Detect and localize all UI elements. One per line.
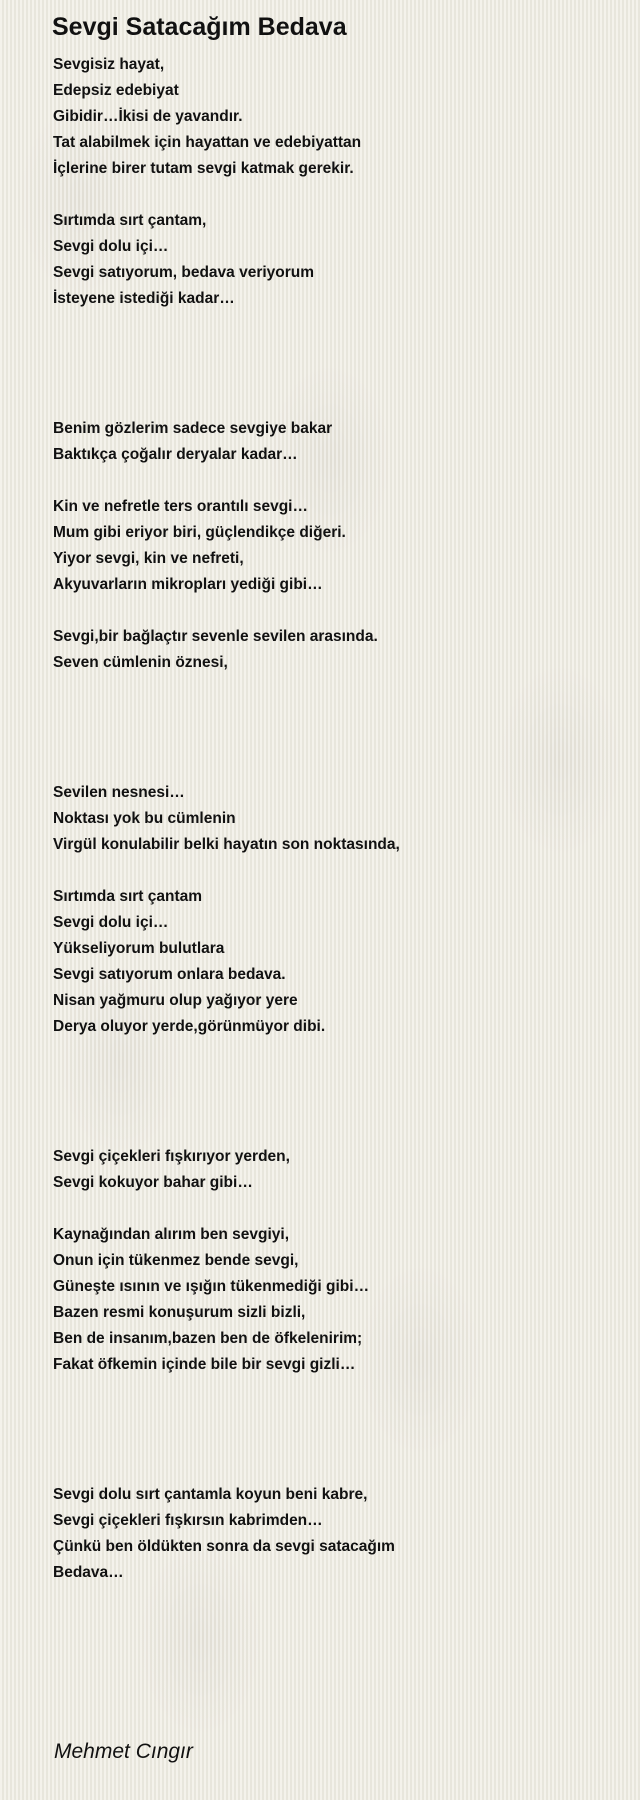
poem-line: Sevgi dolu sırt çantamla koyun beni kabre, <box>53 1486 368 1503</box>
poem-line: Sırtımda sırt çantam, <box>53 212 207 229</box>
poem-line: Yiyor sevgi, kin ve nefreti, <box>53 550 244 567</box>
stanza-10 <box>53 1482 613 1586</box>
poem-line: Benim gözlerim sadece sevgiye bakar <box>53 420 333 437</box>
stanza-7 <box>53 884 613 1040</box>
stanza-5 <box>53 624 613 676</box>
poem-line: Akyuvarların mikropları yediği gibi… <box>53 576 323 593</box>
poem-line: Tat alabilmek için hayattan ve edebiyattan <box>53 134 362 151</box>
stanza-6 <box>53 780 613 858</box>
poem-body <box>53 52 613 1612</box>
poem-title: Sevgi Satacağım Bedava <box>52 13 347 41</box>
poem-line: Mum gibi eriyor biri, güçlendikçe diğeri. <box>53 524 346 541</box>
poem-line: Sevilen nesnesi… <box>53 784 185 801</box>
poem-line: Kin ve nefretle ters orantılı sevgi… <box>53 498 308 515</box>
poem-line: Seven cümlenin öznesi, <box>53 654 228 671</box>
poem-line: Edepsiz edebiyat <box>53 82 179 99</box>
stanza-8 <box>53 1144 613 1196</box>
poem-line: Bazen resmi konuşurum sizli bizli, <box>53 1304 306 1321</box>
stanza-3 <box>53 416 613 468</box>
poem-line: Çünkü ben öldükten sonra da sevgi satacağım <box>53 1538 395 1555</box>
poem-line: Sevgi satıyorum onlara bedava. <box>53 966 286 983</box>
poem-line: Sevgi çiçekleri fışkırıyor yerden, <box>53 1148 290 1165</box>
poem-line: Sevgi satıyorum, bedava veriyorum <box>53 264 315 281</box>
poem-line: Ben de insanım,bazen ben de öfkelenirim; <box>53 1330 363 1347</box>
poem-line: Fakat öfkemin içinde bile bir sevgi gizli… <box>53 1356 356 1373</box>
poem-line: Sevgi çiçekleri fışkırsın kabrimden… <box>53 1512 323 1529</box>
poem-line: İçlerine birer tutam sevgi katmak gerekir. <box>53 160 354 177</box>
stanza-9 <box>53 1222 613 1378</box>
poem-line: Noktası yok bu cümlenin <box>53 810 236 827</box>
stanza-2 <box>53 208 613 312</box>
poem-line: Yükseliyorum bulutlara <box>53 940 225 957</box>
stanza-1 <box>53 52 613 182</box>
poem-line: Onun için tükenmez bende sevgi, <box>53 1252 299 1269</box>
poem-line: Sırtımda sırt çantam <box>53 888 203 905</box>
poem-author: Mehmet Cıngır <box>54 1740 193 1763</box>
poem-line: Kaynağından alırım ben sevgiyi, <box>53 1226 290 1243</box>
poem-line: Bedava… <box>53 1564 124 1581</box>
poem-line: Sevgi dolu içi… <box>53 914 169 931</box>
poem-line: Güneşte ısının ve ışığın tükenmediği gibi… <box>53 1278 370 1295</box>
poem-line: İsteyene istediği kadar… <box>53 290 235 307</box>
poem-line: Sevgisiz hayat, <box>53 56 165 73</box>
poem-line: Baktıkça çoğalır deryalar kadar… <box>53 446 298 463</box>
poem-line: Gibidir…İkisi de yavandır. <box>53 108 243 125</box>
poem-line: Virgül konulabilir belki hayatın son noktasında, <box>53 836 400 853</box>
stanza-4 <box>53 494 613 598</box>
poem-line: Sevgi kokuyor bahar gibi… <box>53 1174 253 1191</box>
poem-line: Derya oluyor yerde,görünmüyor dibi. <box>53 1018 326 1035</box>
poem-line: Sevgi dolu içi… <box>53 238 169 255</box>
poem-line: Nisan yağmuru olup yağıyor yere <box>53 992 298 1009</box>
poem-line: Sevgi,bir bağlaçtır sevenle sevilen arasında. <box>53 628 378 645</box>
